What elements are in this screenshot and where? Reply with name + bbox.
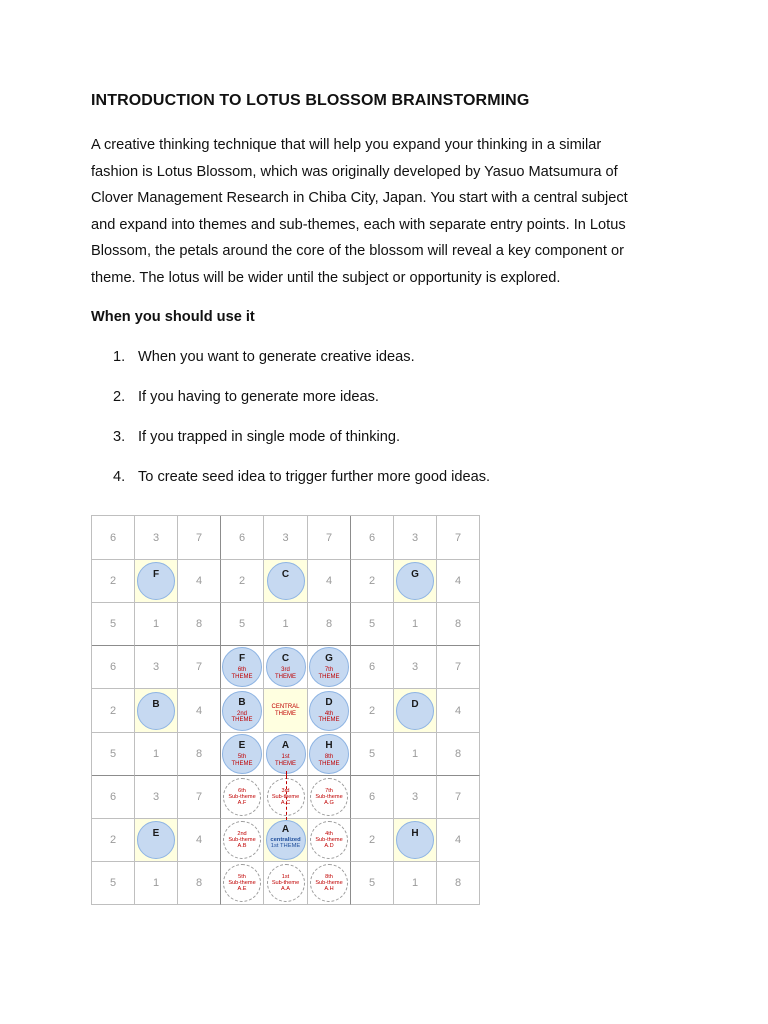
grid-number: 5 [368, 877, 376, 889]
sub-theme-code: A.E [237, 886, 247, 893]
sub-theme-circle [310, 864, 348, 902]
theme-ordinal: 4th [324, 710, 334, 717]
sub-theme-circle [310, 778, 348, 816]
grid-number: 8 [325, 618, 333, 630]
grid-number: 2 [238, 575, 246, 587]
sub-theme-label [228, 831, 255, 850]
theme-petal [309, 647, 349, 687]
grid-cell [394, 516, 437, 560]
sub-theme-ordinal: 1st [281, 873, 290, 880]
grid-number: 3 [411, 661, 419, 673]
grid-number: 1 [411, 618, 419, 630]
grid-cell [178, 603, 221, 646]
sub-theme-code: A.H [324, 886, 334, 893]
grid-number: 1 [152, 618, 160, 630]
sub-theme-word: Sub-theme [271, 879, 300, 886]
grid-number: 5 [238, 618, 246, 630]
grid-number: 3 [152, 531, 160, 544]
grid-cell [92, 862, 135, 905]
petal-circle [137, 562, 175, 600]
sub-theme-word: Sub-theme [228, 879, 256, 886]
grid-cell [135, 603, 178, 646]
sub-theme-word: Sub-theme [228, 793, 256, 800]
grid-number: 4 [195, 834, 203, 846]
grid-number: 6 [368, 531, 376, 544]
theme-label [310, 754, 348, 767]
grid-cell [351, 776, 394, 819]
grid-cell [308, 516, 351, 560]
sub-theme-label [228, 788, 255, 807]
grid-cell [394, 862, 437, 905]
grid-number: 4 [195, 575, 203, 587]
grid-number: 8 [195, 748, 203, 760]
centralized-petal [266, 820, 306, 860]
petal-letter: E [238, 740, 246, 751]
list-item [113, 428, 490, 468]
grid-number: 7 [195, 661, 203, 673]
sub-theme-ordinal: 5th [238, 873, 246, 880]
theme-label [223, 754, 261, 767]
petal-letter: F [238, 653, 246, 664]
petal-letter: B [238, 696, 246, 708]
intro-paragraph [91, 132, 691, 292]
intro-line: Blossom, the petals around the core of the blossom will reveal a key component or [91, 243, 624, 260]
petal-letter: H [325, 740, 333, 751]
grid-number: 1 [411, 748, 419, 760]
theme-ordinal: 5th [237, 754, 247, 760]
grid-cell [264, 776, 308, 819]
grid-number: 7 [454, 791, 462, 803]
grid-cell [394, 733, 437, 776]
sub-theme-circle [267, 864, 305, 902]
grid-cell [264, 689, 308, 733]
grid-number: 3 [152, 661, 160, 673]
theme-ordinal: 8th [324, 754, 334, 760]
grid-cell [351, 560, 394, 603]
grid-cell [135, 516, 178, 560]
list-item [113, 468, 490, 508]
sub-theme-ordinal: 7th [325, 787, 333, 794]
list-text: If you trapped in single mode of thinking. [138, 429, 401, 445]
central-theme-line: CENTRAL [271, 704, 300, 710]
grid-cell [178, 819, 221, 862]
grid-number: 3 [411, 791, 419, 803]
grid-cell [308, 862, 351, 905]
grid-cell [92, 733, 135, 776]
grid-cell [308, 560, 351, 603]
grid-cell [92, 516, 135, 560]
sub-theme-code: A.C [280, 800, 291, 807]
petal-letter: G [411, 569, 419, 580]
grid-cell [178, 560, 221, 603]
sub-theme-word: Sub-theme [271, 793, 300, 800]
grid-cell [92, 689, 135, 733]
theme-petal [222, 691, 262, 731]
grid-cell [308, 689, 351, 733]
grid-cell [135, 776, 178, 819]
grid-cell [178, 862, 221, 905]
grid-number: 5 [109, 748, 117, 760]
sub-theme-ordinal: 6th [238, 787, 246, 794]
grid-cell [437, 689, 480, 733]
grid-cell [351, 646, 394, 689]
centralized-theme: 1st THEME [270, 843, 301, 850]
grid-cell [264, 560, 308, 603]
grid-number: 1 [282, 618, 289, 630]
theme-ordinal: 3rd [281, 667, 290, 673]
grid-cell [135, 560, 178, 603]
centralized-word: centralized [270, 837, 301, 843]
central-theme-line: THEME [274, 710, 296, 717]
petal-circle [267, 562, 305, 600]
list-text: If you having to generate more ideas. [138, 389, 379, 405]
list-number: 4. [113, 469, 126, 485]
theme-petal [222, 647, 262, 687]
grid-number: 6 [109, 531, 117, 544]
grid-cell [308, 776, 351, 819]
theme-petal [266, 647, 306, 687]
petal-letter: F [152, 569, 160, 580]
grid-cell [178, 776, 221, 819]
sub-theme-code: A.A [280, 886, 291, 893]
use-list [113, 348, 490, 508]
grid-number: 4 [454, 575, 462, 587]
petal-letter: C [281, 569, 290, 580]
grid-cell [351, 862, 394, 905]
grid-cell [92, 560, 135, 603]
grid-cell [308, 603, 351, 646]
sub-theme-ordinal: 4th [325, 830, 333, 837]
sub-theme-code: A.D [324, 843, 334, 850]
theme-petal [309, 691, 349, 731]
list-text: When you want to generate creative ideas. [138, 349, 415, 365]
central-theme-label [271, 704, 299, 717]
sub-theme-circle [223, 864, 261, 902]
grid-number: 2 [368, 704, 376, 717]
theme-label [310, 667, 348, 680]
petal-letter: C [281, 653, 290, 664]
grid-number: 8 [454, 618, 462, 630]
grid-cell [92, 819, 135, 862]
grid-cell [264, 603, 308, 646]
grid-cell [437, 560, 480, 603]
sub-theme-label [315, 831, 342, 850]
grid-cell [394, 560, 437, 603]
grid-cell [221, 776, 264, 819]
grid-number: 4 [195, 704, 203, 717]
grid-cell [351, 819, 394, 862]
sub-theme-label [272, 874, 299, 893]
grid-number: 5 [368, 618, 376, 630]
grid-cell [437, 733, 480, 776]
petal-letter: E [152, 828, 160, 839]
grid-number: 5 [109, 618, 117, 630]
grid-number: 8 [195, 877, 203, 889]
intro-line: and expand into themes and sub-themes, each with separate entry points. In Lotus [91, 216, 626, 233]
grid-number: 1 [152, 877, 160, 889]
sub-theme-ordinal: 2nd [237, 830, 247, 837]
grid-cell [308, 646, 351, 689]
theme-word: THEME [318, 673, 340, 680]
grid-number: 2 [109, 834, 117, 846]
theme-word: THEME [318, 760, 340, 767]
theme-label [223, 711, 261, 724]
sub-theme-word: Sub-theme [315, 793, 343, 800]
intro-line: Clover Management Research in Chiba City, Japan. You start with a central subject [91, 190, 628, 207]
grid-cell [178, 689, 221, 733]
petal-circle [137, 692, 175, 730]
grid-cell [264, 516, 308, 560]
grid-cell [264, 646, 308, 689]
grid-cell [178, 646, 221, 689]
petal-letter: A [281, 824, 290, 835]
petal-circle [396, 692, 434, 730]
sub-theme-circle [223, 821, 261, 859]
sub-theme-ordinal: 3rd [281, 787, 290, 794]
grid-number: 1 [411, 877, 419, 889]
list-number: 3. [113, 429, 126, 445]
sub-theme-circle [310, 821, 348, 859]
list-item [113, 388, 490, 428]
grid-cell [264, 862, 308, 905]
theme-ordinal: 6th [237, 667, 247, 673]
theme-ordinal: 1st [281, 754, 290, 760]
grid-cell [92, 646, 135, 689]
section-heading: When you should use it [91, 309, 255, 325]
grid-cell [351, 516, 394, 560]
grid-number: 2 [109, 704, 117, 717]
grid-number: 5 [109, 877, 117, 889]
grid-number: 8 [454, 748, 462, 760]
theme-word: THEME [231, 673, 253, 680]
list-number: 2. [113, 389, 126, 405]
petal-circle [396, 821, 434, 859]
grid-cell [437, 603, 480, 646]
grid-cell [351, 603, 394, 646]
grid-cell [394, 646, 437, 689]
grid-number: 6 [368, 791, 376, 803]
grid-cell [394, 689, 437, 733]
theme-petal [222, 734, 262, 774]
petal-letter: D [411, 698, 419, 710]
theme-label [310, 711, 348, 724]
list-text: To create seed idea to trigger further more good ideas. [138, 469, 491, 485]
grid-number: 7 [454, 661, 462, 673]
intro-line: A creative thinking technique that will help you expand your thinking in a similar [91, 137, 602, 153]
grid-cell [437, 862, 480, 905]
page-title: INTRODUCTION TO LOTUS BLOSSOM BRAINSTORMING [91, 92, 530, 109]
petal-letter: A [281, 740, 290, 751]
grid-number: 7 [325, 531, 333, 544]
grid-number: 4 [325, 575, 333, 587]
grid-cell [264, 819, 308, 862]
grid-cell [178, 733, 221, 776]
grid-number: 6 [109, 791, 117, 803]
grid-cell [437, 646, 480, 689]
theme-petal [309, 734, 349, 774]
grid-cell [221, 516, 264, 560]
grid-cell [135, 733, 178, 776]
petal-circle [396, 562, 434, 600]
theme-ordinal: 7th [324, 667, 334, 673]
petal-letter: D [325, 696, 333, 708]
grid-cell [135, 862, 178, 905]
petal-circle [137, 821, 175, 859]
grid-cell [308, 733, 351, 776]
grid-cell [221, 603, 264, 646]
grid-cell [264, 733, 308, 776]
grid-cell [92, 603, 135, 646]
intro-line: fashion is Lotus Blossom, which was originally developed by Yasuo Matsumura of [91, 163, 618, 180]
grid-number: 3 [152, 791, 160, 803]
sub-theme-ordinal: 8th [325, 873, 333, 880]
theme-label [267, 667, 305, 680]
grid-number: 8 [195, 618, 203, 630]
theme-petal [266, 734, 306, 774]
grid-cell [308, 819, 351, 862]
grid-cell [221, 689, 264, 733]
petal-letter: G [325, 653, 333, 664]
grid-number: 3 [411, 531, 419, 544]
sub-theme-word: Sub-theme [315, 836, 343, 843]
grid-cell [135, 689, 178, 733]
grid-cell [221, 733, 264, 776]
grid-cell [178, 516, 221, 560]
grid-number: 1 [152, 748, 160, 760]
grid-cell [135, 646, 178, 689]
theme-ordinal: 2nd [236, 710, 247, 717]
theme-label [223, 667, 261, 680]
petal-letter: B [152, 698, 160, 710]
grid-number: 4 [454, 834, 462, 846]
sub-theme-code: A.B [237, 843, 247, 850]
grid-number: 2 [109, 575, 117, 587]
grid-number: 6 [109, 661, 117, 673]
grid-number: 2 [368, 834, 376, 846]
sub-theme-code: A.G [324, 800, 334, 807]
sub-theme-word: Sub-theme [228, 836, 256, 843]
theme-word: THEME [231, 760, 253, 767]
theme-word: THEME [231, 717, 253, 723]
grid-cell [92, 776, 135, 819]
centralized-label [267, 837, 305, 850]
grid-cell [221, 862, 264, 905]
grid-number: 8 [454, 877, 462, 889]
grid-cell [394, 603, 437, 646]
list-number: 1. [113, 349, 126, 365]
grid-cell [135, 819, 178, 862]
grid-number: 7 [454, 531, 462, 544]
theme-label [267, 754, 305, 767]
sub-theme-code: A.F [237, 800, 247, 807]
connector-line [286, 776, 287, 820]
grid-cell [394, 776, 437, 819]
petal-letter: H [411, 828, 419, 839]
sub-theme-word: Sub-theme [315, 879, 343, 886]
grid-cell [221, 646, 264, 689]
theme-word: THEME [275, 673, 296, 680]
intro-line: theme. The lotus will be wider until the subject or opportunity is explored. [91, 269, 561, 286]
grid-number: 7 [195, 791, 203, 803]
grid-number: 4 [454, 704, 462, 717]
grid-cell [351, 689, 394, 733]
sub-theme-circle [223, 778, 261, 816]
grid-cell [351, 733, 394, 776]
grid-cell [394, 819, 437, 862]
sub-theme-label [228, 874, 255, 893]
grid-number: 7 [195, 531, 203, 544]
sub-theme-label [315, 874, 342, 893]
theme-word: THEME [318, 717, 340, 723]
grid-number: 6 [368, 661, 376, 673]
grid-number: 6 [238, 531, 246, 544]
theme-word: THEME [275, 760, 296, 767]
grid-number: 5 [368, 748, 376, 760]
grid-number: 2 [368, 575, 376, 587]
grid-cell [221, 560, 264, 603]
sub-theme-label [315, 788, 342, 807]
grid-cell [437, 776, 480, 819]
grid-cell [437, 516, 480, 560]
grid-cell [437, 819, 480, 862]
list-item [113, 348, 490, 388]
lotus-blossom-grid [91, 515, 480, 905]
grid-number: 3 [282, 531, 289, 544]
grid-cell [221, 819, 264, 862]
